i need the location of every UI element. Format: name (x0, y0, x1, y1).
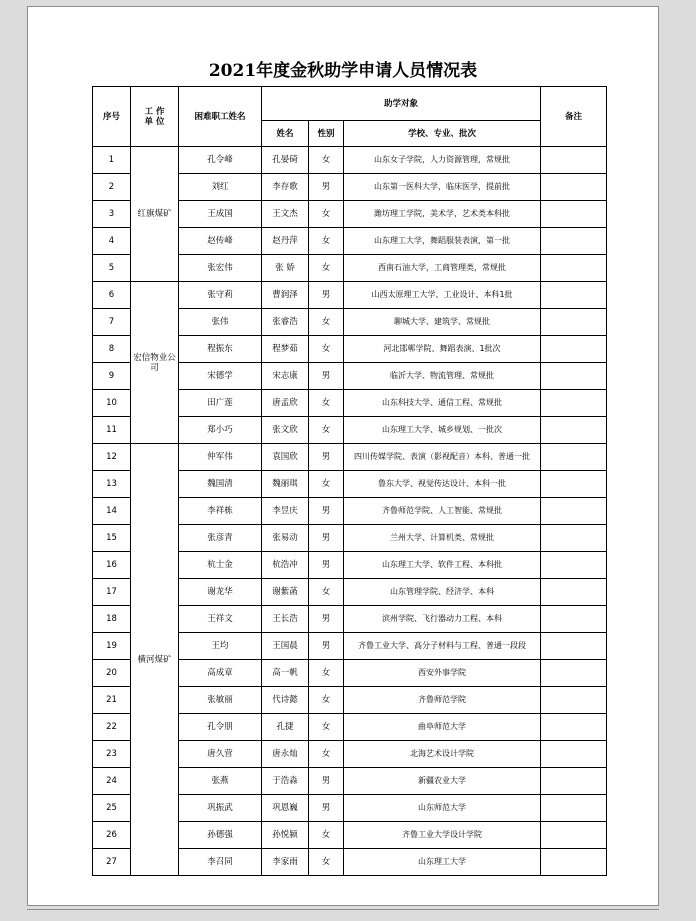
cell-seq: 7 (93, 309, 131, 336)
cell-gender: 男 (309, 498, 344, 525)
cell-student-name: 张睿浩 (262, 309, 309, 336)
cell-student-name: 王文杰 (262, 201, 309, 228)
cell-student-name: 孔捷 (262, 714, 309, 741)
cell-gender: 男 (309, 363, 344, 390)
page-title: 2021年度金秋助学申请人员情况表 (208, 61, 478, 81)
cell-remark (541, 687, 607, 714)
cell-seq: 11 (93, 417, 131, 444)
cell-remark (541, 552, 607, 579)
header-unit-line2: 单 位 (144, 116, 165, 127)
cell-seq: 21 (93, 687, 131, 714)
cell-gender: 女 (309, 822, 344, 849)
cell-gender: 男 (309, 444, 344, 471)
cell-seq: 6 (93, 282, 131, 309)
cell-school: 滨州学院、飞行器动力工程、本科 (344, 606, 541, 633)
cell-student-name: 杭浩冲 (262, 552, 309, 579)
cell-school: 山东管理学院、经济学、本科 (344, 579, 541, 606)
cell-remark (541, 147, 607, 174)
cell-remark (541, 849, 607, 876)
table-row (93, 282, 607, 309)
header-aid-target: 助学对象 (262, 87, 541, 121)
cell-staff-name: 杭士金 (179, 552, 262, 579)
header-remark: 备注 (541, 87, 607, 147)
cell-remark (541, 228, 607, 255)
cell-remark (541, 633, 607, 660)
cell-staff-name: 赵传峰 (179, 228, 262, 255)
cell-school: 齐鲁师范学院 (344, 687, 541, 714)
cell-seq: 13 (93, 471, 131, 498)
table-row (93, 147, 607, 174)
cell-staff-name: 张敏丽 (179, 687, 262, 714)
cell-school: 山东理工大学，舞蹈服装表演，第一批 (344, 228, 541, 255)
cell-staff-name: 孔令朋 (179, 714, 262, 741)
cell-gender: 女 (309, 417, 344, 444)
cell-seq: 8 (93, 336, 131, 363)
cell-remark (541, 309, 607, 336)
cell-seq: 27 (93, 849, 131, 876)
cell-seq: 17 (93, 579, 131, 606)
header-gender: 性别 (309, 121, 344, 147)
cell-gender: 女 (309, 471, 344, 498)
cell-student-name: 赵丹萍 (262, 228, 309, 255)
cell-seq: 18 (93, 606, 131, 633)
cell-remark (541, 444, 607, 471)
cell-seq: 10 (93, 390, 131, 417)
cell-school: 齐鲁师范学院、人工智能、常规批 (344, 498, 541, 525)
cell-seq: 22 (93, 714, 131, 741)
cell-staff-name: 魏国清 (179, 471, 262, 498)
cell-remark (541, 498, 607, 525)
cell-unit: 横河煤矿 (131, 444, 179, 876)
cell-school: 西南石油大学，工商管理类，常规批 (344, 255, 541, 282)
cell-staff-name: 高成章 (179, 660, 262, 687)
cell-seq: 20 (93, 660, 131, 687)
cell-student-name: 张易动 (262, 525, 309, 552)
header-school-info: 学校、专业、批次 (344, 121, 541, 147)
cell-school: 西安外事学院 (344, 660, 541, 687)
cell-student-name: 曹润泽 (262, 282, 309, 309)
cell-gender: 男 (309, 282, 344, 309)
cell-student-name: 孙悦颍 (262, 822, 309, 849)
cell-staff-name: 仲军伟 (179, 444, 262, 471)
cell-student-name: 于浩淼 (262, 768, 309, 795)
cell-seq: 9 (93, 363, 131, 390)
cell-gender: 女 (309, 255, 344, 282)
cell-student-name: 李家雨 (262, 849, 309, 876)
cell-staff-name: 张彦青 (179, 525, 262, 552)
cell-remark (541, 822, 607, 849)
header-unit-line1: 工 作 (144, 106, 165, 117)
cell-remark (541, 714, 607, 741)
cell-staff-name: 郑小巧 (179, 417, 262, 444)
cell-student-name: 张 娇 (262, 255, 309, 282)
cell-gender: 女 (309, 228, 344, 255)
cell-staff-name: 程振东 (179, 336, 262, 363)
cell-staff-name: 孔令峰 (179, 147, 262, 174)
cell-student-name: 代诗懿 (262, 687, 309, 714)
cell-remark (541, 417, 607, 444)
cell-gender: 女 (309, 201, 344, 228)
cell-school: 山西太原理工大学、工业设计、本科1批 (344, 282, 541, 309)
header-unit (131, 87, 179, 147)
cell-remark (541, 768, 607, 795)
cell-staff-name: 孙德强 (179, 822, 262, 849)
cell-seq: 15 (93, 525, 131, 552)
page-bottom-edge (27, 909, 659, 910)
cell-gender: 男 (309, 768, 344, 795)
table-row (93, 444, 607, 471)
cell-seq: 3 (93, 201, 131, 228)
cell-remark (541, 660, 607, 687)
cell-remark (541, 390, 607, 417)
cell-remark (541, 741, 607, 768)
cell-school: 潍坊理工学院，美术学，艺术类本科批 (344, 201, 541, 228)
cell-school: 曲阜师范大学 (344, 714, 541, 741)
cell-student-name: 李存歌 (262, 174, 309, 201)
cell-gender: 男 (309, 606, 344, 633)
cell-school: 齐鲁工业大学设计学院 (344, 822, 541, 849)
cell-student-name: 魏丽琪 (262, 471, 309, 498)
cell-gender: 女 (309, 579, 344, 606)
cell-school: 兰州大学、计算机类、常规批 (344, 525, 541, 552)
applicant-table (92, 86, 607, 876)
cell-gender: 女 (309, 849, 344, 876)
cell-remark (541, 282, 607, 309)
cell-seq: 12 (93, 444, 131, 471)
cell-school: 山东女子学院，人力资源管理，常规批 (344, 147, 541, 174)
header-seq: 序号 (93, 87, 131, 147)
cell-staff-name: 张守莉 (179, 282, 262, 309)
cell-staff-name: 王成国 (179, 201, 262, 228)
cell-remark (541, 525, 607, 552)
cell-unit: 红旗煤矿 (131, 147, 179, 282)
cell-seq: 2 (93, 174, 131, 201)
cell-seq: 26 (93, 822, 131, 849)
cell-student-name: 高一帆 (262, 660, 309, 687)
cell-unit: 宏信物业公司 (131, 282, 179, 444)
cell-student-name: 程梦茹 (262, 336, 309, 363)
cell-staff-name: 张宏伟 (179, 255, 262, 282)
cell-staff-name: 张燕 (179, 768, 262, 795)
cell-remark (541, 606, 607, 633)
cell-gender: 女 (309, 741, 344, 768)
cell-school: 临沂大学、物流管理、常规批 (344, 363, 541, 390)
cell-student-name: 宋志康 (262, 363, 309, 390)
cell-remark (541, 336, 607, 363)
cell-staff-name: 李召同 (179, 849, 262, 876)
cell-gender: 女 (309, 390, 344, 417)
cell-gender: 男 (309, 633, 344, 660)
cell-remark (541, 579, 607, 606)
cell-student-name: 袁国欣 (262, 444, 309, 471)
cell-staff-name: 巩振武 (179, 795, 262, 822)
document-page (27, 6, 659, 906)
cell-gender: 女 (309, 714, 344, 741)
cell-student-name: 李昱庆 (262, 498, 309, 525)
cell-student-name: 王长浩 (262, 606, 309, 633)
cell-school: 新疆农业大学 (344, 768, 541, 795)
cell-staff-name: 田广莲 (179, 390, 262, 417)
table-body (93, 147, 607, 876)
cell-seq: 24 (93, 768, 131, 795)
cell-school: 齐鲁工业大学、高分子材料与工程、普通一段段 (344, 633, 541, 660)
cell-gender: 男 (309, 174, 344, 201)
cell-school: 聊城大学、建筑学、常规批 (344, 309, 541, 336)
cell-seq: 23 (93, 741, 131, 768)
cell-staff-name: 刘红 (179, 174, 262, 201)
cell-seq: 4 (93, 228, 131, 255)
cell-seq: 1 (93, 147, 131, 174)
cell-student-name: 谢紫菡 (262, 579, 309, 606)
cell-school: 山东师范大学 (344, 795, 541, 822)
cell-student-name: 王国晨 (262, 633, 309, 660)
cell-gender: 女 (309, 147, 344, 174)
cell-remark (541, 201, 607, 228)
cell-gender: 女 (309, 660, 344, 687)
cell-remark (541, 255, 607, 282)
cell-staff-name: 李祥栋 (179, 498, 262, 525)
header-staff-name: 困难职工姓名 (179, 87, 262, 147)
cell-staff-name: 谢龙华 (179, 579, 262, 606)
cell-school: 北海艺术设计学院 (344, 741, 541, 768)
cell-student-name: 巩恩巍 (262, 795, 309, 822)
cell-gender: 女 (309, 336, 344, 363)
cell-staff-name: 王均 (179, 633, 262, 660)
cell-school: 山东理工大学、城乡规划、一批次 (344, 417, 541, 444)
cell-school: 山东理工大学、软件工程、本科批 (344, 552, 541, 579)
cell-seq: 19 (93, 633, 131, 660)
cell-gender: 女 (309, 687, 344, 714)
cell-school: 鲁东大学、视觉传达设计、本科一批 (344, 471, 541, 498)
cell-gender: 男 (309, 552, 344, 579)
cell-school: 山东科技大学、通信工程、常规批 (344, 390, 541, 417)
cell-remark (541, 471, 607, 498)
cell-gender: 女 (309, 309, 344, 336)
cell-student-name: 唐孟欣 (262, 390, 309, 417)
cell-staff-name: 唐久营 (179, 741, 262, 768)
cell-seq: 5 (93, 255, 131, 282)
cell-gender: 男 (309, 795, 344, 822)
cell-seq: 14 (93, 498, 131, 525)
cell-remark (541, 174, 607, 201)
cell-staff-name: 宋德学 (179, 363, 262, 390)
cell-gender: 男 (309, 525, 344, 552)
cell-school: 山东第一医科大学，临床医学，提前批 (344, 174, 541, 201)
cell-seq: 16 (93, 552, 131, 579)
cell-school: 山东理工大学 (344, 849, 541, 876)
cell-student-name: 唐永灿 (262, 741, 309, 768)
cell-staff-name: 张伟 (179, 309, 262, 336)
cell-remark (541, 795, 607, 822)
cell-staff-name: 王祥文 (179, 606, 262, 633)
cell-student-name: 孔晏碕 (262, 147, 309, 174)
cell-remark (541, 363, 607, 390)
cell-school: 河北邯郸学院、舞蹈表演、1批次 (344, 336, 541, 363)
cell-school: 四川传媒学院、表演（影视配音）本科、普通一批 (344, 444, 541, 471)
header-student-name: 姓名 (262, 121, 309, 147)
cell-seq: 25 (93, 795, 131, 822)
cell-student-name: 张文欣 (262, 417, 309, 444)
